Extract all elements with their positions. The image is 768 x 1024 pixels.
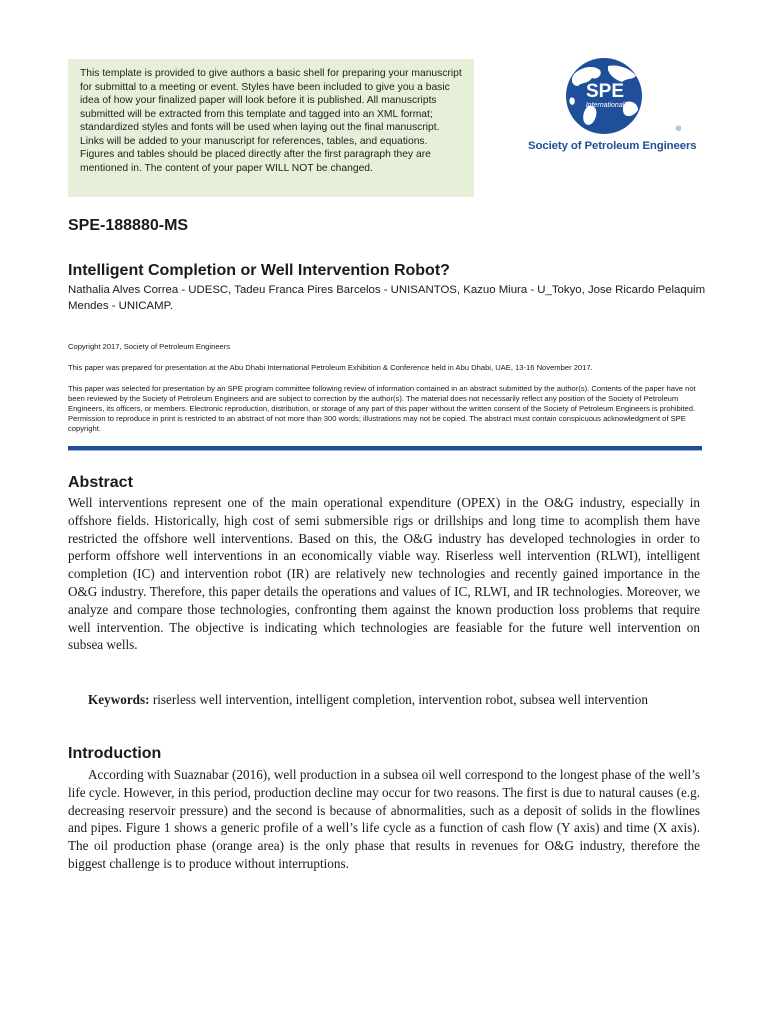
keywords-text: riserless well intervention, intelligent completion, intervention robot, subsea well intervention [149,692,648,707]
abstract-heading: Abstract [68,474,133,491]
spe-globe-icon [548,56,660,136]
introduction-text: According with Suaznabar (2016), well production in a subsea oil well correspond to the longest phase of the well’s life cycle. However, in this period, production decline may occur for two reasons. The first is due to natural causes (e.g. decreasing reservoir pressure) and the second is because of abnormalities, such as a deposit of solids in the flowlines and pipes. Figure 1 shows a generic profile of a well’s life cycle as a function of cash flow (Y axis) and time (X axis). The oil production phase (orange area) is the only phase that results in revenues for O&G industry, therefore the biggest challenge is to produce without interruptions. [68,767,700,871]
paper-title: Intelligent Completion or Well Intervention Robot? [68,262,450,279]
spe-logo [528,56,704,156]
copyright-line: Copyright 2017, Society of Petroleum Engineers [68,342,231,351]
section-divider [68,446,702,451]
spe-acronym: SPE [585,81,625,102]
template-notice-text: This template is provided to give authors a basic shell for preparing your manuscript for submittal to a meeting or event. Styles have been included to give you a basic idea of how your finalized paper will look before it is published. All manuscripts submitted will be extracted from this template and tagged into an XML format; standardized styles and fonts will be used when laying out the final manuscript. Links will be added to your manuscript for references, tables, and equations. Figures and tables should be placed directly after the first paragraph they are mentioned in. The content of your paper WILL NOT be changed. [80,68,462,174]
abstract-text: Well interventions represent one of the main operational expenditure (OPEX) in the O&G industry, especially in offshore fields. Historically, high cost of semi submersible rigs or drillships and long time to acomplish them have restricted the offshore well interventions. Based on this, the O&G industry has developed technologies in order to perform offshore well interventions in an economically viable way. Riserless well intervention (RLWI), intelligent completion (IC) and intervention robot (IR) are relatively new technologies and recently gained importance in the O&G industry. Therefore, this paper details the operations and values of IC, RLWI, and IR technologies. Moreover, we analyze and compare those technologies, confronting them against the known production loss problems that require well intervention. The objective is indicating which technologies are feasiable for the future well intervention on subsea wells. [68,495,700,653]
introduction-heading: Introduction [68,745,162,762]
paper-id: SPE-188880-MS [68,217,189,234]
selection-disclaimer: This paper was selected for presentation by an SPE program committee following review of information contained in an abstract submitted by the author(s). Contents of the paper have not been reviewed by the Society of Petroleum Engineers and are subject to correction by the author(s). The material does not necessarily reflect any position of the Society of Petroleum Engineers, its officers, or members. Electronic reproduction, distribution, or storage of any part of this paper without the written consent of the Society of Petroleum Engineers is prohibited. Permission to reproduce in print is restricted to an abstract of not more than 300 words; illustrations may not be copied. The abstract must contain conspicuous acknowledgment of SPE copyright. [68,384,696,433]
keywords-paragraph [68,691,700,709]
registered-mark: ® [676,126,682,133]
paper-authors: Nathalia Alves Correa - UDESC, Tadeu Franca Pires Barcelos - UNISANTOS, Kazuo Miura - U_Tokyo, Jose Ricardo Pelaquim Mendes - UNICAMP. [68,284,706,312]
spe-international-label: International [585,102,625,109]
presentation-note: This paper was prepared for presentation at the Abu Dhabi International Petroleum Exhibition & Conference held in Abu Dhabi, UAE, 13-16 November 2017. [68,363,593,372]
keywords-label: Keywords: [88,692,150,707]
society-name: Society of Petroleum Engineers [528,140,697,152]
template-notice-box [68,59,474,197]
